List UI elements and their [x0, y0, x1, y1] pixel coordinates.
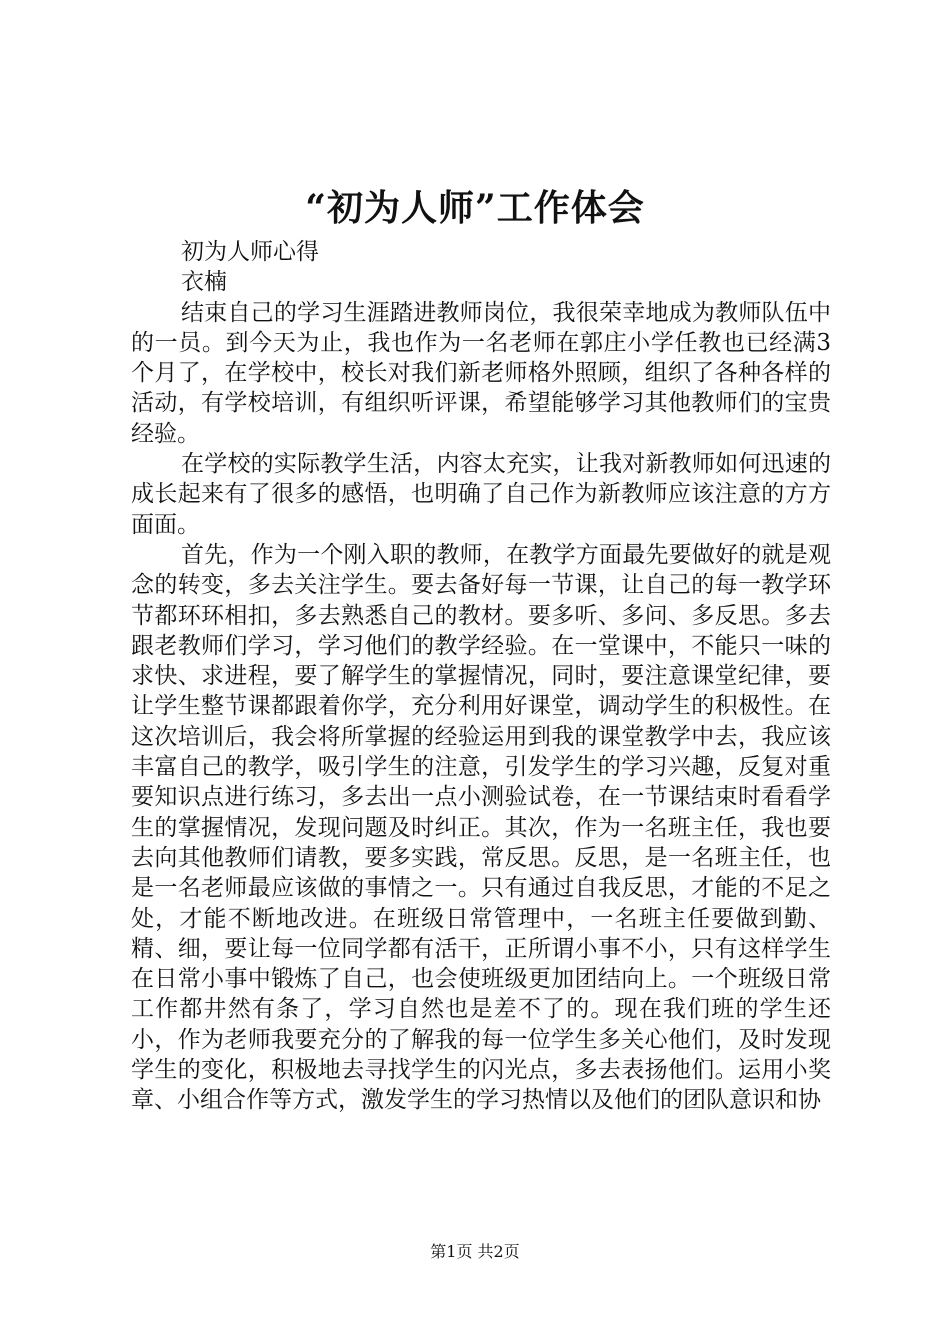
- document-author: 衣楠: [181, 269, 227, 296]
- paragraph-3: 首先，作为一个刚入职的教师，在教学方面最先要做好的就是观念的转变，多去关注学生。要去备好每一节课，让自己的每一教学环节都环环相扣，多去熟悉自己的教材。要多听、多问、多反思。多去跟老教师们学习，学习他们的教学经验。在一堂课中，不能只一味的求快、求进程，要了解学生的掌握情况，同时，要注意课堂纪律，要让学生整节课都跟着你学，充分利用好课堂，调动学生的积极性。在这次培训后，我会将所掌握的经验运用到我的课堂教学中去，我应该丰富自己的教学，吸引学生的注意，引发学生的学习兴趣，反复对重要知识点进行练习，多去出一点小测验试卷，在一节课结束时看看学生的掌握情况，发现问题及时纠正。其次，作为一名班主任，我也要去向其他教师们请教，要多实践，常反思。反思，是一名班主任，也是一名老师最应该做的事情之一。只有通过自我反思，才能的不足之处，才能不断地改进。在班级日常管理中，一名班主任要做到勤、精、细，要让每一位同学都有活干，正所谓小事不小，只有这样学生在日常小事中锻炼了自己，也会使班级更加团结向上。一个班级日常工作都井然有条了，学习自然也是差不了的。现在我们班的学生还小，作为老师我要充分的了解我的每一位学生多关心他们，及时发现学生的变化，积极地去寻找学生的闪光点，多去表扬他们。运用小奖章、小组合作等方式，激发学生的学习热情以及他们的团队意识和协: [131, 541, 831, 1114]
- paragraph-1: 结束自己的学习生涯踏进教师岗位，我很荣幸地成为教师队伍中的一员。到今天为止，我也作为一名老师在郭庄小学任教也已经满3个月了，在学校中，校长对我们新老师格外照顾，组织了各种各样的活动，有学校培训，有组织听评课，希望能够学习其他教师们的宝贵经验。: [131, 299, 831, 447]
- paragraph-2: 在学校的实际教学生活，内容太充实，让我对新教师如何迅速的成长起来有了很多的感悟，也明确了自己作为新教师应该注意的方方面面。: [131, 451, 831, 538]
- document-body: [131, 237, 831, 1116]
- page-number-footer: 第1页 共2页: [430, 1242, 520, 1261]
- document-subtitle: 初为人师心得: [181, 239, 319, 265]
- document-title: “初为人师”工作体会: [305, 187, 645, 229]
